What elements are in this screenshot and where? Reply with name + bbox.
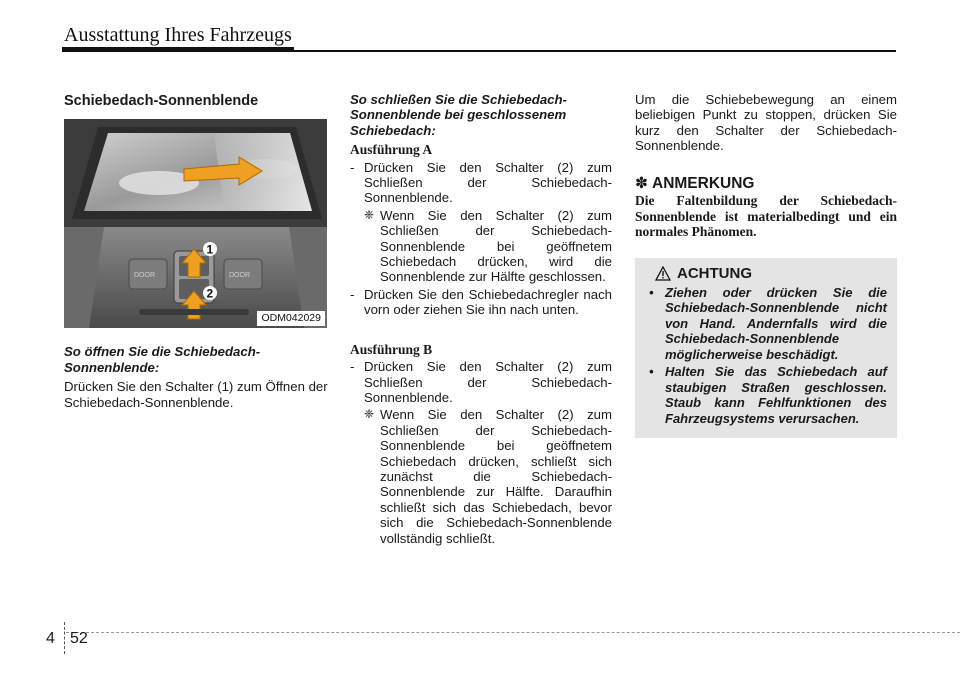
type-b-subnote-text: Wenn Sie den Schalter (2) zum Schließen der Schiebedach-Sonnenblende bei geöffnetem Schiebedach drücken, schließt sich zunächst die Schiebedach-Sonnenblende zur Hälfte. Daraufhin schließt sich das Schiebedach, bevor sich die Schiebedach-Sonnenblende vollständig schließt. [380, 407, 612, 546]
type-a-subnote-text: Wenn Sie den Schalter (2) zum Schließen der Schiebedach-Sonnenblende bei geöffnetem Schiebedach drücken, wird die Sonnenblende zur Hälfte geschlossen. [380, 207, 612, 285]
caution-title [655, 266, 887, 281]
column-2 [350, 92, 612, 548]
note-text: Die Faltenbildung der Schiebedach-Sonnenblende ist materialbedingt und ein normales Phänomen. [635, 193, 897, 240]
callout-1: 1 [206, 242, 214, 257]
note-star-icon: ✽ [635, 174, 648, 192]
page-number-value: 52 [70, 630, 88, 647]
type-a-subnote [350, 208, 612, 285]
warning-triangle-icon [655, 266, 671, 281]
note-title [635, 176, 897, 191]
type-a-step-2: - Drücken Sie den Schiebedachregler nach vorn oder ziehen Sie ihn nach unten. [350, 287, 612, 318]
type-b-subnote [350, 407, 612, 546]
section-title: Schiebedach-Sonnenblende [64, 93, 259, 109]
caution-title-text: ACHTUNG [677, 264, 752, 282]
footer-separator [64, 622, 65, 654]
type-a-label: Ausführung A [350, 142, 433, 158]
stop-text: Um die Schiebebewegung an einem beliebigen Punkt zu stoppen, drücken Sie kurz den Schalter der Schiebedach-Sonnenblende. [635, 92, 897, 154]
type-a-step-1: - Drücken Sie den Schalter (2) zum Schließen der Schiebedach-Sonnenblende. [350, 160, 612, 206]
caution-item-text: Halten Sie das Schiebedach auf staubigen Straßen geschlossen. Staub kann Fehlfunktionen des Fahrzeugsystems verursachen. [665, 364, 887, 426]
running-header: Ausstattung Ihres Fahrzeugs [64, 24, 292, 46]
header-rule [62, 50, 896, 52]
close-heading: So schließen Sie die Schiebedach-Sonnenblende bei geschlossenem Schiebedach: [350, 92, 567, 138]
bullet: • [649, 364, 654, 380]
open-text: Drücken Sie den Schalter (1) zum Öffnen der Schiebedach-Sonnenblende. [64, 379, 328, 410]
caution-item [645, 364, 887, 426]
note-mark-icon: ❈ [364, 407, 375, 422]
callout-2: 2 [206, 286, 214, 301]
column-3 [635, 92, 897, 438]
door-button-label: DOOR [134, 272, 155, 280]
note-title-text: ANMERKUNG [652, 174, 755, 192]
section-number: 4 [46, 630, 55, 647]
caution-item-text: Ziehen oder drücken Sie die Schiebedach-Sonnenblende nicht von Hand. Andernfalls wird die Schiebedach-Sonnenblende möglicherweise beschädigt. [665, 284, 887, 362]
sunroof-figure [64, 119, 327, 328]
sunroof-illustration [64, 119, 327, 328]
note-mark-icon: ❈ [364, 207, 375, 222]
caution-item [645, 285, 887, 363]
bullet: • [649, 284, 654, 300]
column-1 [64, 92, 328, 414]
type-b-label: Ausführung B [350, 341, 433, 357]
footer-rule [66, 632, 960, 633]
door-button-label: DOOR [229, 272, 250, 280]
page-number [46, 630, 55, 648]
caution-box [635, 258, 897, 439]
type-b-step-1: - Drücken Sie den Schalter (2) zum Schließen der Schiebedach-Sonnenblende. [350, 359, 612, 405]
open-heading: So öffnen Sie die Schiebedach-Sonnenblende: [64, 344, 261, 375]
figure-code: ODM042029 [257, 311, 325, 326]
